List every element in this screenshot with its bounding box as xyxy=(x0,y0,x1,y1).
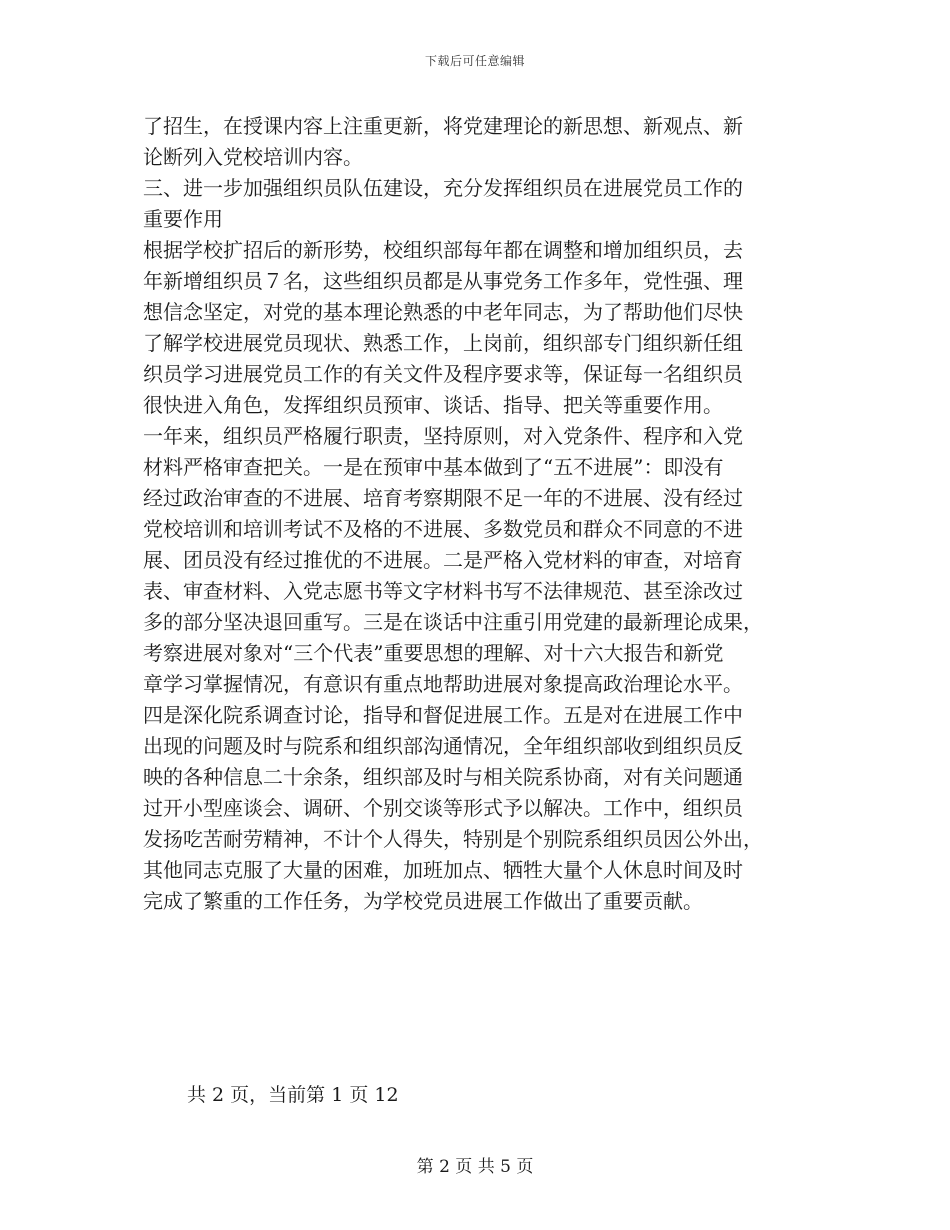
text-line: 材料严格审查把关。一是在预审中基本做到了“五不进展”：即没有 xyxy=(143,455,724,479)
text-line: 完成了繁重的工作任务，为学校党员进展工作做出了重要贡献。 xyxy=(143,889,703,913)
document-body xyxy=(143,111,805,917)
page-footer: 第 2 页 共 5 页 xyxy=(416,1157,534,1177)
text-line: 根据学校扩招后的新形势，校组织部每年都在调整和增加组织员，去 xyxy=(143,238,743,262)
text-line: 想信念坚定，对党的基本理论熟悉的中老年同志，为了帮助他们尽快 xyxy=(143,300,743,324)
text-line: 多的部分坚决退回重写。三是在谈话中注重引用党建的最新理论成果， xyxy=(143,610,763,634)
text-line: 党校培训和培训考试不及格的不进展、多数党员和群众不同意的不进 xyxy=(143,517,743,541)
page-info-text: 共 2 页，当前第 1 页 12 xyxy=(187,1084,399,1106)
text-line: 表、审查材料、入党志愿书等文字材料书写不法律规范、甚至涂改过 xyxy=(143,579,743,603)
text-line: 了招生，在授课内容上注重更新，将党建理论的新思想、新观点、新 xyxy=(143,114,743,138)
section-heading-line: 三、进一步加强组织员队伍建设，充分发挥组织员在进展党员工作的 xyxy=(143,176,743,200)
text-line: 织员学习进展党员工作的有关文件及程序要求等，保证每一名组织员 xyxy=(143,362,743,386)
text-line: 年新增组织员７名，这些组织员都是从事党务工作多年，党性强、理 xyxy=(143,269,743,293)
text-line: 映的各种信息二十余条，组织部及时与相关院系协商，对有关问题通 xyxy=(143,765,743,789)
text-line: 章学习掌握情况，有意识有重点地帮助进展对象提高政治理论水平。 xyxy=(143,672,743,696)
text-line: 论断列入党校培训内容。 xyxy=(143,145,363,169)
text-line: 展、团员没有经过推优的不进展。二是严格入党材料的审查，对培育 xyxy=(143,548,743,572)
text-line: 了解学校进展党员现状、熟悉工作，上岗前，组织部专门组织新任组 xyxy=(143,331,743,355)
text-line: 出现的问题及时与院系和组织部沟通情况，全年组织部收到组织员反 xyxy=(143,734,743,758)
text-line: 四是深化院系调查讨论，指导和督促进展工作。五是对在进展工作中 xyxy=(143,703,743,727)
section-heading-line: 重要作用 xyxy=(143,207,223,231)
text-line: 考察进展对象对“三个代表”重要思想的理解、对十六大报告和新党 xyxy=(143,641,724,665)
page-header: 下载后可任意编辑 xyxy=(424,54,525,68)
text-line: 经过政治审查的不进展、培育考察期限不足一年的不进展、没有经过 xyxy=(143,486,743,510)
text-line: 发扬吃苦耐劳精神，不计个人得失，特别是个别院系组织员因公外出， xyxy=(143,827,763,851)
text-line: 很快进入角色，发挥组织员预审、谈话、指导、把关等重要作用。 xyxy=(143,393,723,417)
text-line: 一年来，组织员严格履行职责，坚持原则，对入党条件、程序和入党 xyxy=(143,424,743,448)
text-line: 过开小型座谈会、调研、个别交谈等形式予以解决。工作中，组织员 xyxy=(143,796,743,820)
text-line: 其他同志克服了大量的困难，加班加点、牺牲大量个人休息时间及时 xyxy=(143,858,743,882)
